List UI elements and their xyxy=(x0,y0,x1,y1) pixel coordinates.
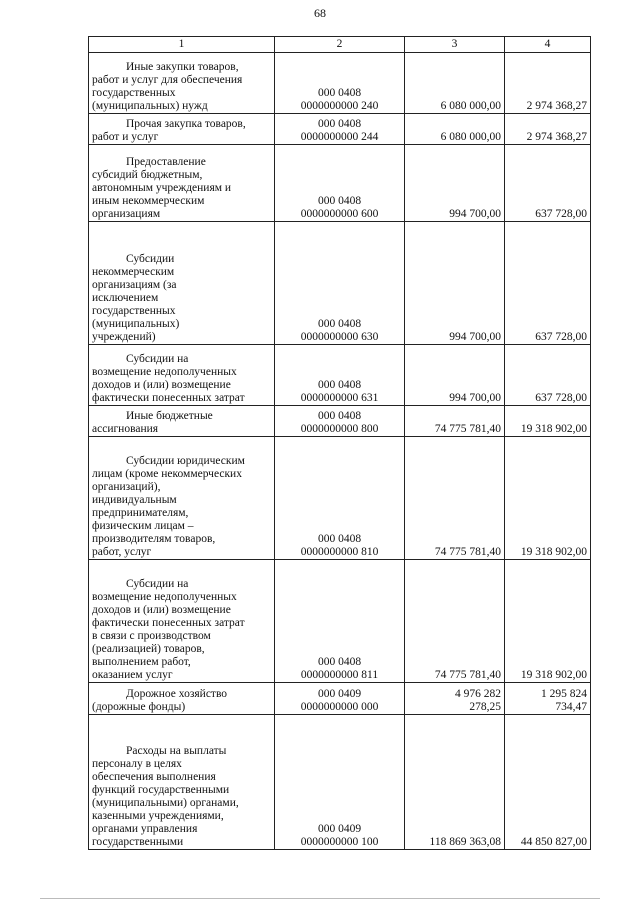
page-bottom-edge xyxy=(40,898,600,899)
budget-table xyxy=(88,36,591,850)
row-fact-cell: 19 318 902,00 xyxy=(505,437,591,560)
row-plan-cell: 994 700,00 xyxy=(405,222,505,345)
row-code-cell: 000 0408 0000000000 811 xyxy=(275,560,405,683)
row-fact-cell: 19 318 902,00 xyxy=(505,560,591,683)
row-name-cell: Субсидии на возмещение недополученных доходов и (или) возмещение фактически понесенных затрат в связи с производством (реализацией) товаров, выполнением работ, оказанием услуг xyxy=(89,560,275,683)
table-row xyxy=(89,222,591,345)
row-fact-cell: 19 318 902,00 xyxy=(505,406,591,437)
table-row xyxy=(89,345,591,406)
column-header-2: 2 xyxy=(275,37,405,53)
row-plan-cell: 6 080 000,00 xyxy=(405,114,505,145)
row-code-cell: 000 0408 0000000000 600 xyxy=(275,145,405,222)
column-header-1: 1 xyxy=(89,37,275,53)
table-row xyxy=(89,715,591,850)
table-row xyxy=(89,437,591,560)
row-name-cell: Субсидии юридическим лицам (кроме некоммерческих организаций), индивидуальным предпринимателям, физическим лицам – производителям товаров, работ, услуг xyxy=(89,437,275,560)
row-name-cell: Субсидии некоммерческим организациям (за исключением государственных (муниципальных) учреждений) xyxy=(89,222,275,345)
row-plan-cell: 994 700,00 xyxy=(405,145,505,222)
row-name-cell: Прочая закупка товаров, работ и услуг xyxy=(89,114,275,145)
table-row xyxy=(89,114,591,145)
column-header-3: 3 xyxy=(405,37,505,53)
row-name-cell: Предоставление субсидий бюджетным, автономным учреждениям и иным некоммерческим организациям xyxy=(89,145,275,222)
row-fact-cell: 44 850 827,00 xyxy=(505,715,591,850)
row-name-cell: Иные бюджетные ассигнования xyxy=(89,406,275,437)
row-fact-cell: 2 974 368,27 xyxy=(505,53,591,114)
row-plan-cell: 118 869 363,08 xyxy=(405,715,505,850)
row-code-cell: 000 0408 0000000000 630 xyxy=(275,222,405,345)
row-fact-cell: 2 974 368,27 xyxy=(505,114,591,145)
table-row xyxy=(89,683,591,715)
row-plan-cell: 4 976 282 278,25 xyxy=(405,683,505,715)
row-name-cell: Расходы на выплаты персоналу в целях обеспечения выполнения функций государственными (муниципальными) органами, казенными учреждениями, органами управления государственными xyxy=(89,715,275,850)
row-code-cell: 000 0408 0000000000 810 xyxy=(275,437,405,560)
row-plan-cell: 74 775 781,40 xyxy=(405,406,505,437)
row-code-cell: 000 0408 0000000000 631 xyxy=(275,345,405,406)
table-row xyxy=(89,145,591,222)
row-fact-cell: 637 728,00 xyxy=(505,222,591,345)
row-name-cell: Дорожное хозяйство (дорожные фонды) xyxy=(89,683,275,715)
row-code-cell: 000 0409 0000000000 100 xyxy=(275,715,405,850)
row-name-cell: Субсидии на возмещение недополученных доходов и (или) возмещение фактически понесенных затрат xyxy=(89,345,275,406)
row-plan-cell: 74 775 781,40 xyxy=(405,437,505,560)
table-row xyxy=(89,560,591,683)
page-number: 68 xyxy=(314,6,326,20)
row-fact-cell: 637 728,00 xyxy=(505,345,591,406)
row-fact-cell: 1 295 824 734,47 xyxy=(505,683,591,715)
row-name-cell: Иные закупки товаров, работ и услуг для обеспечения государственных (муниципальных) нужд xyxy=(89,53,275,114)
row-code-cell: 000 0409 0000000000 000 xyxy=(275,683,405,715)
row-plan-cell: 74 775 781,40 xyxy=(405,560,505,683)
table-row xyxy=(89,406,591,437)
row-fact-cell: 637 728,00 xyxy=(505,145,591,222)
row-plan-cell: 994 700,00 xyxy=(405,345,505,406)
row-code-cell: 000 0408 0000000000 240 xyxy=(275,53,405,114)
table-row xyxy=(89,53,591,114)
header-row xyxy=(89,37,591,53)
row-plan-cell: 6 080 000,00 xyxy=(405,53,505,114)
column-header-4: 4 xyxy=(505,37,591,53)
row-code-cell: 000 0408 0000000000 800 xyxy=(275,406,405,437)
row-code-cell: 000 0408 0000000000 244 xyxy=(275,114,405,145)
